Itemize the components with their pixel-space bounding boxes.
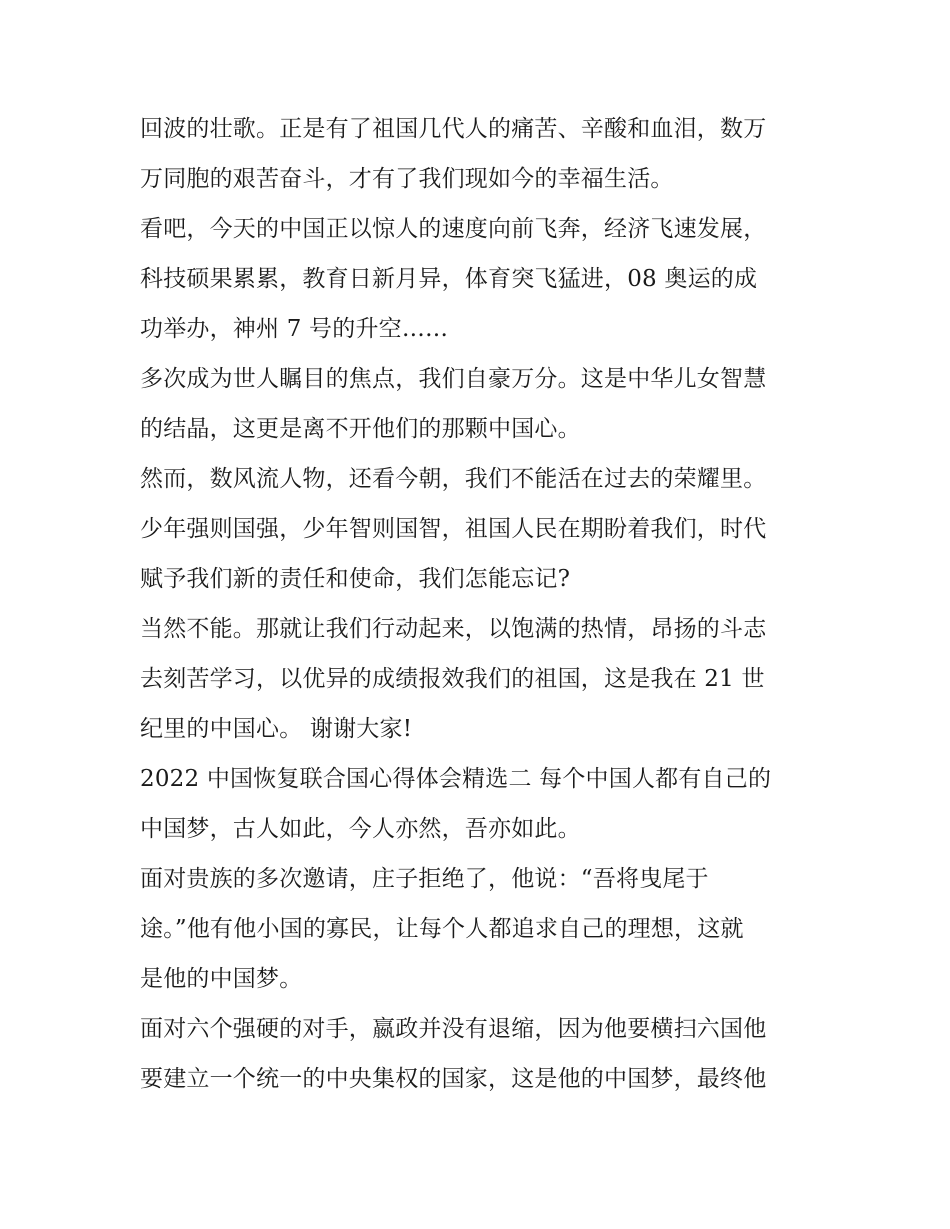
text-line: 去刻苦学习，以优异的成绩报效我们的祖国，这是我在 21 世: [140, 666, 765, 692]
text-line: 途。”他有他小国的寡民，让每个人都追求自己的理想，这就: [140, 916, 744, 942]
text-line: 2022 中国恢复联合国心得体会精选二 每个中国人都有自己的: [140, 766, 772, 792]
text-line: 的结晶，这更是离不开他们的那颗中国心。: [140, 416, 581, 442]
text-line: 要建立一个统一的中央集权的国家，这是他的中国梦，最终他: [140, 1066, 767, 1092]
body-text: [140, 104, 830, 1104]
text-line: 纪里的中国心。 谢谢大家!: [140, 716, 413, 742]
text-line: 赋予我们新的责任和使命，我们怎能忘记?: [140, 566, 571, 592]
text-line: 回波的壮歌。正是有了祖国几代人的痛苦、辛酸和血泪，数万: [140, 116, 767, 142]
text-line: 面对贵族的多次邀请，庄子拒绝了，他说：“吾将曳尾于: [140, 866, 709, 892]
text-line: 功举办，神州 7 号的升空……: [140, 316, 449, 342]
text-line: 多次成为世人瞩目的焦点，我们自豪万分。这是中华儿女智慧: [140, 366, 767, 392]
text-line: 中国梦，古人如此，今人亦然，吾亦如此。: [140, 816, 581, 842]
text-line: 当然不能。那就让我们行动起来，以饱满的热情，昂扬的斗志: [140, 616, 767, 642]
text-line: 然而，数风流人物，还看今朝，我们不能活在过去的荣耀里。: [140, 466, 767, 492]
text-line: 看吧，今天的中国正以惊人的速度向前飞奔，经济飞速发展，: [140, 216, 767, 242]
text-line: 是他的中国梦。: [140, 966, 303, 992]
text-line: 少年强则国强，少年智则国智，祖国人民在期盼着我们，时代: [140, 516, 767, 542]
text-line: 面对六个强硬的对手，嬴政并没有退缩，因为他要横扫六国他: [140, 1016, 767, 1042]
text-line: 科技硕果累累，教育日新月异，体育突飞猛进，08 奥运的成: [140, 266, 758, 292]
text-line: 万同胞的艰苦奋斗，才有了我们现如今的幸福生活。: [140, 166, 674, 192]
